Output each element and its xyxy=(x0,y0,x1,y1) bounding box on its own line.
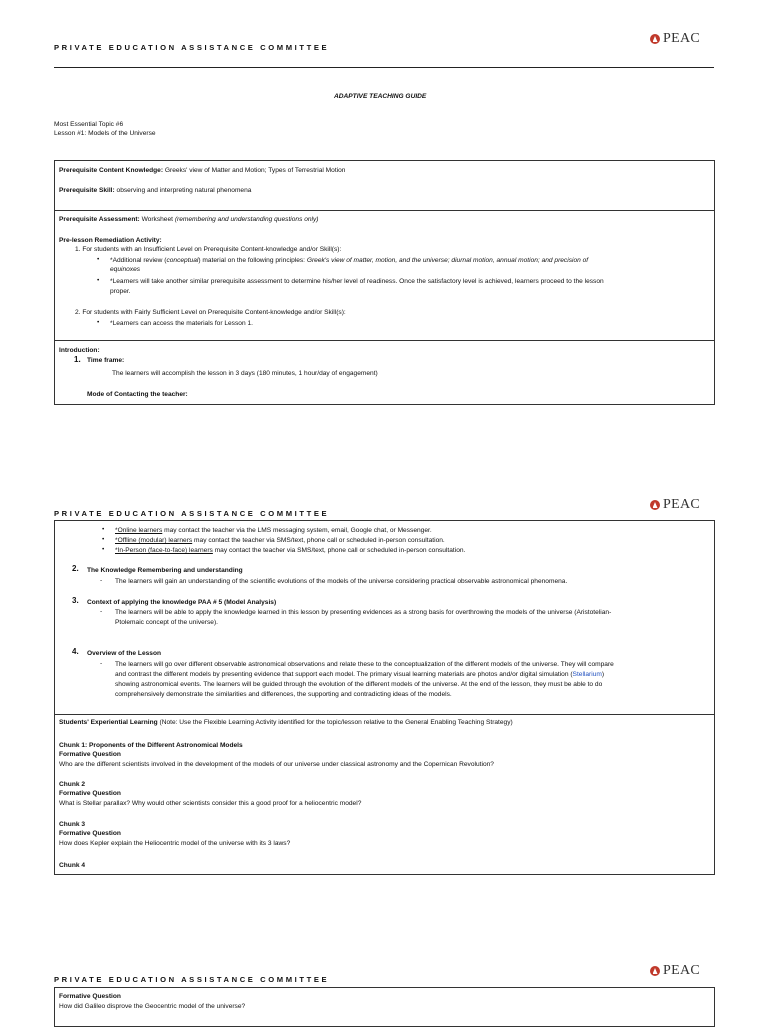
prereq-skill: Prerequisite Skill: observing and interpreting natural phenomena xyxy=(59,187,252,194)
row-divider xyxy=(54,210,715,211)
dash-icon: - xyxy=(100,608,103,615)
peac-logo-icon xyxy=(650,500,660,510)
timeframe-label: Time frame: xyxy=(87,357,125,364)
chunk-1-title: Chunk 1: Proponents of the Different Astronomical Models xyxy=(59,742,243,749)
remediation-bullet: *Additional review (conceptual) material on the following principles: Greek's view of matter, motion, and the universe; diurnal motion, annual motion; and precision of xyxy=(110,257,589,264)
chunk-2-title: Chunk 2 xyxy=(59,781,86,788)
chunk-3-title: Chunk 3 xyxy=(59,821,86,828)
context-text: The learners will be able to apply the knowledge learned in this lesson by presenting evidences as a strong basis for overthrowing the models of the universe (Aristotelian- xyxy=(115,609,612,616)
peac-logo: PEAC xyxy=(650,963,700,979)
row-divider xyxy=(54,714,715,715)
org-name: PRIVATE EDUCATION ASSISTANCE COMMITTEE xyxy=(54,43,330,52)
chunk-3-question: How does Kepler explain the Heliocentric model of the universe with its 3 laws? xyxy=(59,840,291,847)
bullet-icon: • xyxy=(97,277,100,284)
bullet-icon: • xyxy=(102,526,105,533)
chunk-4-question: How did Galileo disprove the Geocentric model of the universe? xyxy=(59,1003,246,1010)
stellarium-link[interactable]: Stellarium xyxy=(572,671,602,678)
knowledge-label: The Knowledge Remembering and understanding xyxy=(87,567,243,574)
peac-logo-icon xyxy=(650,34,660,44)
overview-text: showing astronomical events. The learners will be guided through the evolution of the different models of the universe. At the end of the lesson, they must be able to do xyxy=(115,681,603,688)
bullet-icon: • xyxy=(97,319,100,326)
remediation-label: Pre-lesson Remediation Activity: xyxy=(59,237,162,244)
topic-label: Most Essential Topic #6 xyxy=(54,121,124,128)
chunk-1-question: Who are the different scientists involved in the development of the models of our universe under classical astronomy and the Copernican Revolution? xyxy=(59,761,494,768)
row-divider xyxy=(54,340,715,341)
section-number: 1. xyxy=(74,355,81,364)
contact-offline: *Offline (modular) learners may contact the teacher via SMS/text, phone call or scheduled in-person consultation. xyxy=(115,537,445,544)
experiential-heading: Students' Experiential Learning (Note: Use the Flexible Learning Activity identified for the topic/lesson relative to the General Enabling Teaching Strategy) xyxy=(59,719,513,726)
remediation-item-2: 2. For students with Fairly Sufficient Level on Prerequisite Content-knowledge and/or Skill(s): xyxy=(75,309,346,316)
page-title: ADAPTIVE TEACHING GUIDE xyxy=(334,93,427,100)
section-number: 2. xyxy=(72,564,79,573)
timeframe-text: The learners will accomplish the lesson in 3 days (180 minutes, 1 hour/day of engagement) xyxy=(112,370,378,377)
context-label: Context of applying the knowledge PAA # 5 (Model Analysis) xyxy=(87,599,277,606)
knowledge-text: The learners will gain an understanding of the scientific evolutions of the models of the universe considering practical observable astronomical phenomena. xyxy=(115,578,568,585)
remediation-bullet-cont: equinoxes xyxy=(110,266,141,273)
org-name: PRIVATE EDUCATION ASSISTANCE COMMITTEE xyxy=(54,975,330,984)
overview-text: The learners will go over different observable astronomical observations and relate these to the conceptualization of the different models of the universe. They will compare xyxy=(115,661,614,668)
introduction-label: Introduction: xyxy=(59,347,100,354)
remediation-bullet-cont: proper. xyxy=(110,288,131,295)
contact-online: *Online learners may contact the teacher via the LMS messaging system, email, Google chat, or Messenger. xyxy=(115,527,432,534)
context-text-cont: Ptolemaic concept of the universe). xyxy=(115,619,218,626)
bullet-icon: • xyxy=(102,546,105,553)
org-name: PRIVATE EDUCATION ASSISTANCE COMMITTEE xyxy=(54,509,330,518)
formative-question-label: Formative Question xyxy=(59,751,121,758)
peac-logo-icon xyxy=(650,966,660,976)
prereq-assessment: Prerequisite Assessment: Worksheet (remembering and understanding questions only) xyxy=(59,216,319,223)
formative-question-label: Formative Question xyxy=(59,830,121,837)
header-divider xyxy=(54,67,714,68)
lesson-label: Lesson #1: Models of the Universe xyxy=(54,130,156,137)
dash-icon: - xyxy=(100,577,103,584)
formative-question-label: Formative Question xyxy=(59,790,121,797)
bullet-icon: • xyxy=(97,256,100,263)
section-number: 3. xyxy=(72,596,79,605)
overview-text: comprehensively demonstrate the similarities and differences, the supporting and contradicting ideas of the models. xyxy=(115,691,452,698)
chunk-2-question: What is Stellar parallax? Why would other scientists consider this a good proof for a heliocentric model? xyxy=(59,800,362,807)
remediation-item-1: 1. For students with an Insufficient Level on Prerequisite Content-knowledge and/or Skill(s): xyxy=(75,246,342,253)
prereq-knowledge: Prerequisite Content Knowledge: Greeks' view of Matter and Motion; Types of Terrestrial Motion xyxy=(59,167,346,174)
overview-label: Overview of the Lesson xyxy=(87,650,162,657)
remediation-bullet: *Learners will take another similar prerequisite assessment to determine his/her level of readiness. Once the satisfactory level is achieved, learners proceed to the lesson xyxy=(110,278,604,285)
formative-question-label: Formative Question xyxy=(59,993,121,1000)
dash-icon: - xyxy=(100,660,103,667)
section-number: 4. xyxy=(72,647,79,656)
peac-logo: PEAC xyxy=(650,497,700,513)
contact-in-person: *In-Person (face-to-face) learners may contact the teacher via SMS/text, phone call or scheduled in-person consultation. xyxy=(115,547,466,554)
chunk-4-title: Chunk 4 xyxy=(59,862,86,869)
remediation-bullet: *Learners can access the materials for Lesson 1. xyxy=(110,320,253,327)
peac-logo: PEAC xyxy=(650,31,700,47)
contact-label: Mode of Contacting the teacher: xyxy=(87,391,188,398)
overview-text: and contrast the different models by presenting evidence that support each model. The primary visual learning materials are photos and/or digital simulation (Stellarium) xyxy=(115,671,605,678)
bullet-icon: • xyxy=(102,536,105,543)
